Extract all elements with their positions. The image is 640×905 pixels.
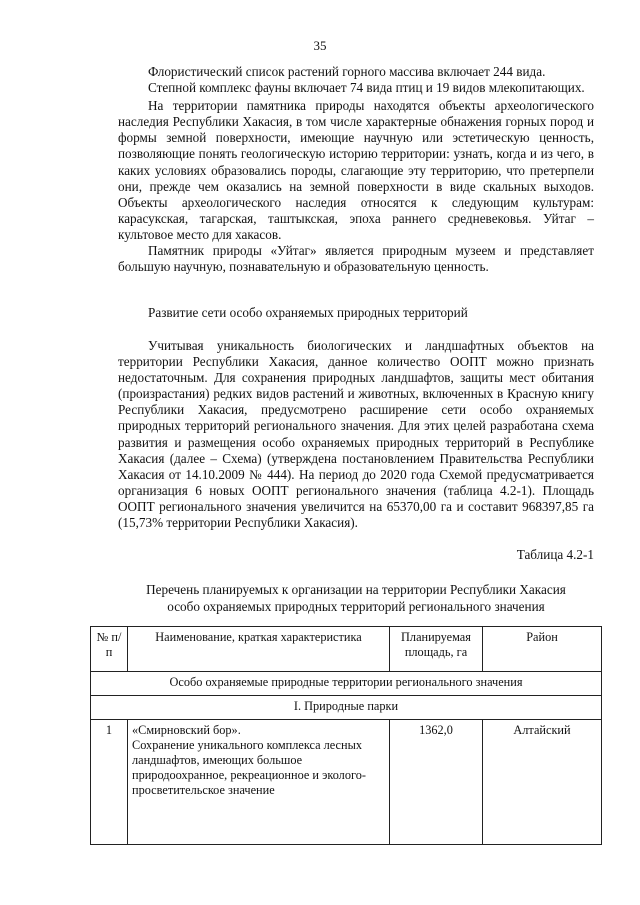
text-block-1 bbox=[118, 64, 594, 275]
row-name bbox=[128, 720, 390, 845]
table-caption-line: особо охраняемых природных территорий регионального значения bbox=[167, 598, 545, 614]
paragraph: На территории памятника природы находятся объекты археологического наследия Республики Хакасия, в том числе характерные обнажения горных пород и формы земной поверхности, имеющие научную или эстетическую ценность, позволяющие понять геологическую историю территории: узнать, когда и из чего, в каких условиях образовались породы, слагающие эту территорию, что претерпели они, прежде чем оказались на земной поверхности в виде скальных выходов. Объекты археологического наследия относятся к следующим культурам: карасукская, тагарская, таштыкская, эпоха раннего средневековья. Уйтаг – культовое место для хакасов. bbox=[118, 98, 594, 242]
row-name-desc: Сохранение уникального комплекса лесных ландшафтов, имеющих большое природоохранное, рекреационное и эколого-просветительское значение bbox=[132, 738, 366, 797]
header-district: Район bbox=[483, 627, 602, 672]
header-name: Наименование, краткая характеристика bbox=[128, 627, 390, 672]
header-area: Планируемая площадь, га bbox=[390, 627, 483, 672]
table-caption-line: Перечень планируемых к организации на территории Республики Хакасия bbox=[146, 582, 566, 597]
row-area: 1362,0 bbox=[390, 720, 483, 845]
paragraph: Флористический список растений горного массива включает 244 вида. bbox=[148, 64, 546, 79]
group-row bbox=[91, 672, 602, 696]
row-name-title: «Смирновский бор». bbox=[132, 723, 241, 737]
oopt-table bbox=[90, 626, 602, 845]
table-row bbox=[91, 720, 602, 845]
page-number: 35 bbox=[313, 38, 327, 53]
subgroup-row-label: I. Природные парки bbox=[91, 696, 602, 720]
table-caption bbox=[118, 582, 594, 615]
row-district: Алтайский bbox=[483, 720, 602, 845]
subgroup-row bbox=[91, 696, 602, 720]
section-title: Развитие сети особо охраняемых природных территорий bbox=[148, 305, 468, 320]
text-block-2 bbox=[118, 338, 594, 531]
group-row-label: Особо охраняемые природные территории регионального значения bbox=[91, 672, 602, 696]
header-num: № п/п bbox=[91, 627, 128, 672]
paragraph: Памятник природы «Уйтаг» является природным музеем и представляет большую научную, познавательную и образовательную ценность. bbox=[118, 243, 594, 275]
paragraph: Учитывая уникальность биологических и ландшафтных объектов на территории Республики Хакасия, данное количество ООПТ можно признать недостаточным. Для сохранения природных ландшафтов, защиты мест обитания (произрастания) редких видов растений и животных, включенных в Красную книгу Республики Хакасия, предусмотрено расширение сети особо охраняемых природных территорий регионального значения. Для этих целей разработана схема развития и размещения особо охраняемых природных территорий в Республике Хакасия (далее – Схема) (утверждена постановлением Правительства Республики Хакасия от 14.10.2009 № 444). На период до 2020 года Схемой предусматривается организация 6 новых ООПТ регионального значения (таблица 4.2-1). Площадь ООПТ регионального значения увеличится на 65370,00 га и составит 968397,85 га (15,73% территории Республики Хакасия). bbox=[118, 338, 594, 531]
table-label: Таблица 4.2-1 bbox=[516, 547, 594, 562]
table-header-row bbox=[91, 627, 602, 672]
row-num: 1 bbox=[91, 720, 128, 845]
paragraph: Степной комплекс фауны включает 74 вида птиц и 19 видов млекопитающих. bbox=[148, 80, 585, 96]
